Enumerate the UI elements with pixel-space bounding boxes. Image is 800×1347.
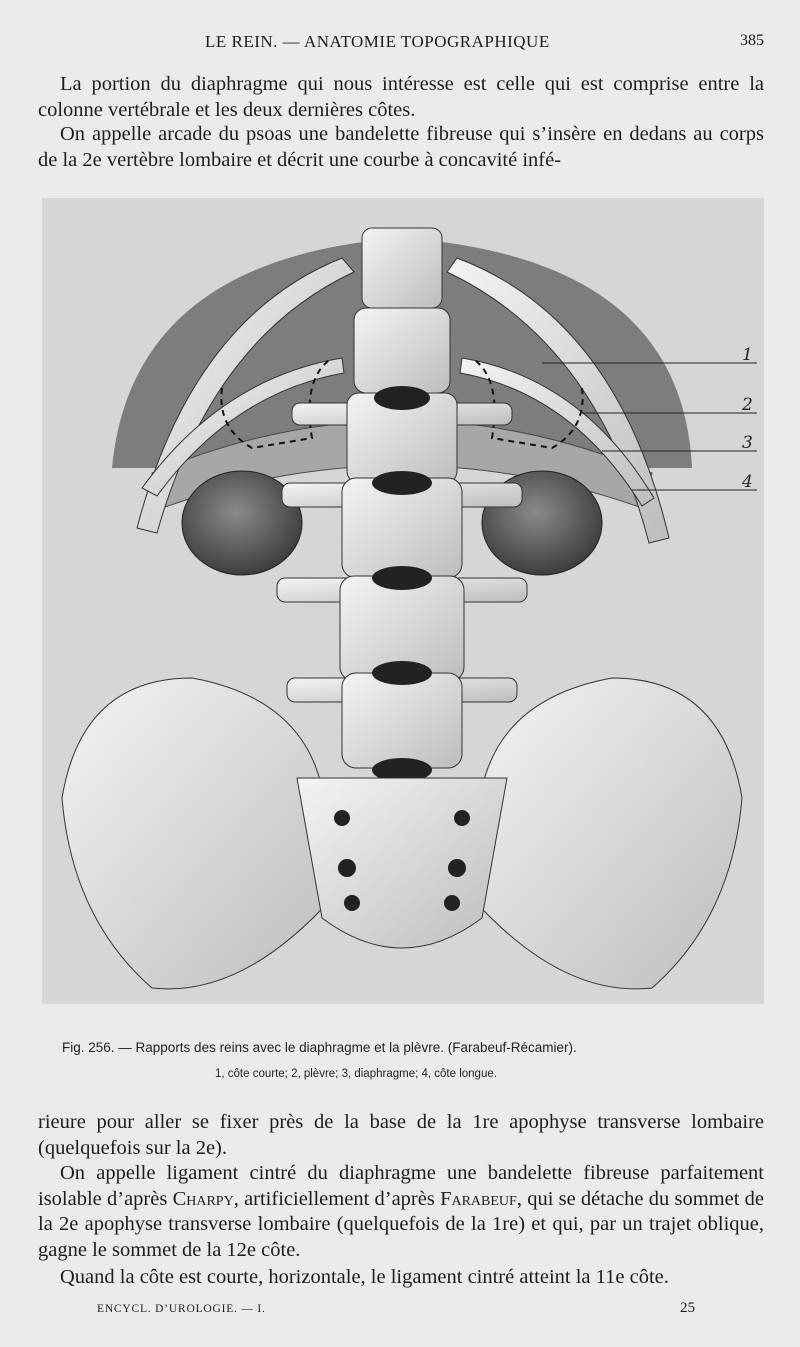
paragraph-psoas-arcade xyxy=(38,122,764,173)
paragraph-psoas-arcade-text: On appelle arcade du psoas une bandelette fibreuse qui s’insère en dedans au corps de la 2e vertèbre lombaire et décrit une courbe à concavité infé- xyxy=(38,123,764,171)
paragraph-continuation-text: rieure pour aller se fixer près de la base de la 1re apophyse transverse lombaire (quelquefois sur la 2e). xyxy=(38,1111,764,1159)
author-charpy: Charpy xyxy=(172,1187,234,1210)
paragraph-diaphragm-text: La portion du diaphragme qui nous intéresse est celle qui est comprise entre la colonne vertébrale et les deux dernières côtes. xyxy=(38,73,764,121)
running-title: LE REIN. — ANATOMIE TOPOGRAPHIQUE xyxy=(205,32,550,51)
figure-legend: 1, côte courte; 2, plèvre; 3, diaphragme; 4, côte longue. xyxy=(215,1068,497,1080)
left-iliac-wing xyxy=(62,678,332,989)
kidney-spine-drawing xyxy=(42,198,764,1004)
anatomical-illustration xyxy=(42,198,764,1004)
callout-4: 4 xyxy=(742,472,753,492)
paragraph-arcuate-ligament-c: , qui se détache du sommet de la 2e apophyse transverse lombaire (quelquefois de la 1re) et qui, par un trajet oblique, gagne le sommet de la 12e côte. xyxy=(38,1187,764,1261)
right-iliac-wing xyxy=(472,678,742,989)
paragraph-arcuate-ligament-b: , artificiellement d’après xyxy=(233,1187,441,1210)
paragraph-short-rib xyxy=(38,1265,764,1291)
paragraph-continuation xyxy=(38,1110,764,1161)
callout-2: 2 xyxy=(742,395,753,415)
author-farabeuf: Farabeuf xyxy=(440,1187,517,1210)
paragraph-arcuate-ligament-a: On appelle ligament cintré du diaphragme une bandelette fibreuse parfaitement isolable d’après xyxy=(38,1162,764,1210)
callout-3: 3 xyxy=(742,433,753,453)
sacrum xyxy=(297,778,507,948)
figure-caption: Fig. 256. — Rapports des reins avec le diaphragme et la plèvre. (Farabeuf-Récamier). xyxy=(62,1040,577,1055)
paragraph-short-rib-text: Quand la côte est courte, horizontale, le ligament cintré atteint la 11e côte. xyxy=(60,1266,669,1288)
footer-sheet-number: 25 xyxy=(680,1300,695,1316)
paragraph-diaphragm xyxy=(38,72,764,123)
callout-1: 1 xyxy=(742,345,753,365)
paragraph-arcuate-ligament xyxy=(38,1161,764,1263)
page-number: 385 xyxy=(740,32,764,49)
footer-signature: ENCYCL. D’UROLOGIE. — I. xyxy=(97,1303,266,1315)
running-head xyxy=(0,30,800,58)
